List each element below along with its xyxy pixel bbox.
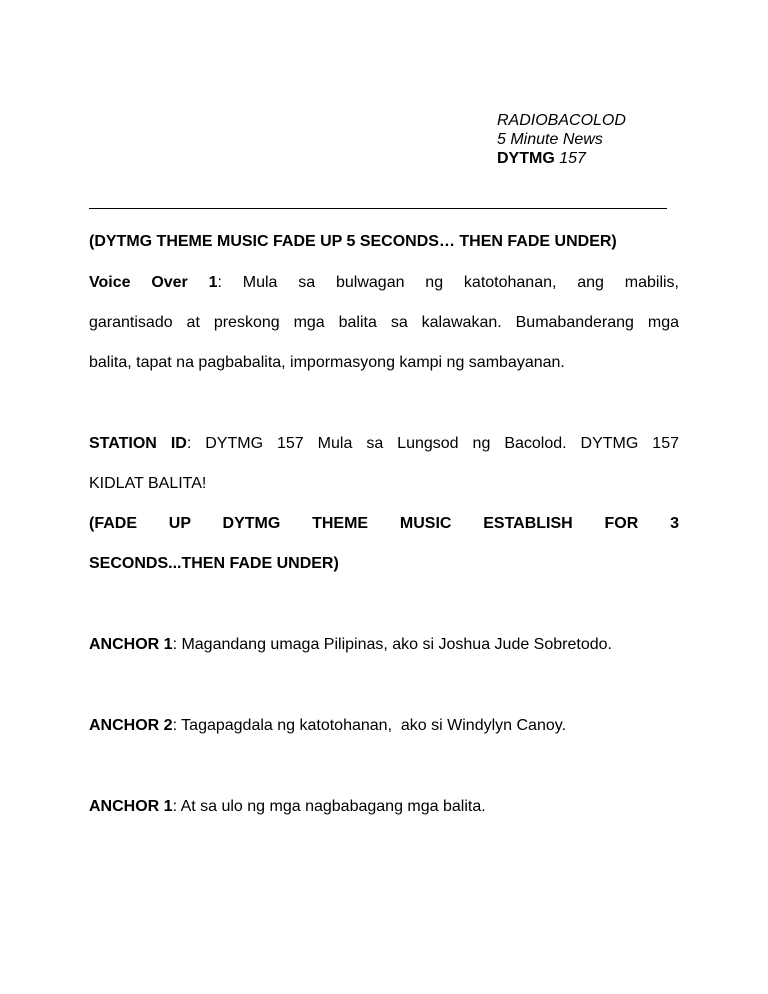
voice-over-line-3: balita, tapat na pagbabalita, impormasyong kampi ng sambayanan.: [89, 354, 565, 371]
cue-establish-line-2: SECONDS...THEN FADE UNDER): [89, 555, 339, 572]
station-id-label: STATION ID: [89, 435, 187, 452]
cue-open: [89, 233, 679, 251]
anchor-text: : Tagapagdala ng katotohanan, ako si Windylyn Canoy.: [172, 717, 567, 734]
anchor-text: : At sa ulo ng mga nagbabagang mga balita.: [172, 798, 486, 815]
cue-open-text: (DYTMG THEME MUSIC FADE UP 5 SECONDS… THEN FADE UNDER): [89, 233, 617, 250]
anchor-text: : Magandang umaga Pilipinas, ako si Joshua Jude Sobretodo.: [172, 636, 612, 653]
voice-over-line-2: garantisado at preskong mga balita sa kalawakan. Bumabanderang mga: [89, 314, 679, 331]
anchor-label: ANCHOR 1: [89, 798, 173, 815]
anchor-line-3: [89, 798, 679, 816]
callsign: [497, 149, 626, 168]
station-id-paragraph: [89, 434, 679, 514]
anchor-line-2: [89, 717, 679, 735]
voice-over-paragraph: [89, 273, 679, 393]
station-id-line-1: [89, 434, 679, 474]
callsign-number: 157: [559, 150, 586, 167]
cue-establish-line-1: (FADE UP DYTMG THEME MUSIC ESTABLISH FOR 3: [89, 515, 679, 532]
voice-over-line-1: [89, 273, 679, 313]
header-divider: [89, 208, 667, 209]
station-id-line-2: KIDLAT BALITA!: [89, 475, 207, 492]
station-name: RADIOBACOLOD: [497, 112, 626, 129]
anchor-label: ANCHOR 2: [89, 717, 173, 734]
callsign-letters: DYTMG: [497, 150, 555, 167]
script-header: [497, 111, 626, 168]
anchor-label: ANCHOR 1: [89, 636, 173, 653]
voice-over-label: Voice Over 1: [89, 274, 218, 291]
voice-over-text-1: : Mula sa bulwagan ng katotohanan, ang mabilis,: [217, 274, 680, 291]
cue-establish: [89, 514, 679, 594]
station-id-text-1: : DYTMG 157 Mula sa Lungsod ng Bacolod. DYTMG 157: [186, 435, 680, 452]
program-name: 5 Minute News: [497, 131, 603, 148]
anchor-line-1: [89, 636, 679, 654]
